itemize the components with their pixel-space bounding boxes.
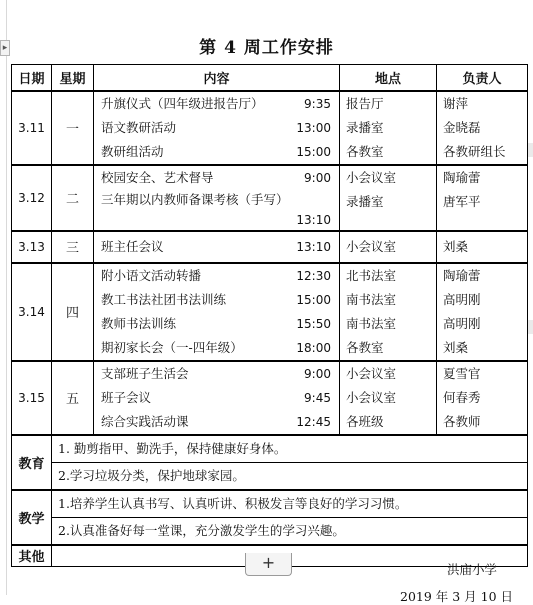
page-left-edge — [0, 0, 7, 595]
place-cell: 北书法室 南书法室 南书法室 各教室 — [340, 263, 437, 361]
add-sheet-button[interactable]: + — [245, 553, 292, 576]
place-cell: 报告厅 录播室 各教室 — [340, 91, 437, 165]
day-cell: 一 — [52, 91, 94, 165]
page-title: 第 4 周工作安排 — [199, 38, 334, 58]
table-row — [12, 91, 528, 165]
header-date: 日期 — [12, 65, 52, 91]
section-label: 教学 — [12, 490, 52, 545]
date-cell: 3.14 — [12, 263, 52, 361]
content-cell — [94, 231, 340, 263]
table-row — [12, 263, 528, 361]
day-cell: 四 — [52, 263, 94, 361]
day-cell: 三 — [52, 231, 94, 263]
day-cell: 二 — [52, 165, 94, 231]
date-cell: 3.15 — [12, 361, 52, 435]
section-label: 其他 — [12, 545, 52, 567]
activity-line: 附小语文活动转播 12:30 — [101, 267, 331, 283]
footer-school: 洪庙小学 — [447, 562, 498, 577]
notes-row-teaching — [12, 490, 528, 545]
place-cell: 小会议室 小会议室 各班级 — [340, 361, 437, 435]
content-cell — [94, 165, 340, 231]
activity-line: 语文教研活动 13:00 — [101, 119, 331, 135]
table-row — [12, 165, 528, 231]
note-line: 1. 勤剪指甲、勤洗手，保持健康好身体。 — [58, 440, 287, 456]
place-cell: 小会议室 录播室 — [340, 165, 437, 231]
activity-line: 班主任会议 13:10 — [101, 238, 331, 254]
content-cell — [94, 91, 340, 165]
activity-line: 班子会议 9:45 — [101, 389, 331, 405]
note-line: 1.培养学生认真书写、认真听讲、积极发言等良好的学习习惯。 — [58, 495, 408, 511]
note-line: 2.认真准备好每一堂课，充分激发学生的学习兴趣。 — [52, 517, 527, 544]
table-row — [12, 231, 528, 263]
note-line: 2.学习垃圾分类，保护地球家园。 — [52, 462, 527, 489]
header-content: 内容 — [94, 65, 340, 91]
header-day: 星期 — [52, 65, 94, 91]
schedule-table — [11, 64, 528, 567]
date-cell: 3.12 — [12, 165, 52, 231]
edge-expand-icon[interactable]: ▸ — [0, 40, 10, 56]
notes-cell — [52, 490, 528, 545]
table-row — [12, 361, 528, 435]
owner-cell: 陶瑜蕾 唐军平 — [437, 165, 528, 231]
section-label: 教育 — [12, 435, 52, 490]
owner-cell: 刘桑 — [437, 231, 528, 263]
activity-line: 期初家长会（一-四年级） 18:00 — [101, 339, 331, 355]
header-owner: 负责人 — [437, 65, 528, 91]
date-cell: 3.13 — [12, 231, 52, 263]
activity-line: 综合实践活动课 12:45 — [101, 413, 331, 429]
activity-line: 支部班子生活会 9:00 — [101, 365, 331, 381]
content-cell — [94, 361, 340, 435]
notes-cell — [52, 435, 528, 490]
activity-line: 教工书法社团书法训练 15:00 — [101, 291, 331, 307]
activity-line: 校园安全、艺术督导 9:00 — [101, 169, 331, 185]
activity-time: 13:10 — [296, 212, 331, 227]
place-cell: 小会议室 — [340, 231, 437, 263]
owner-cell: 谢萍 金晓磊 各教研组长 — [437, 91, 528, 165]
activity-line: 升旗仪式（四年级进报告厅） 9:35 — [101, 95, 331, 111]
owner-cell: 夏雪官 何春秀 各教师 — [437, 361, 528, 435]
notes-row-education — [12, 435, 528, 490]
owner-cell: 陶瑜蕾 高明刚 高明刚 刘桑 — [437, 263, 528, 361]
activity-line: 教研组活动 15:00 — [101, 143, 331, 159]
date-cell: 3.11 — [12, 91, 52, 165]
day-cell: 五 — [52, 361, 94, 435]
activity-line: 三年期以内教师备课考核（手写） — [101, 191, 289, 207]
activity-line: 教师书法训练 15:50 — [101, 315, 331, 331]
header-place: 地点 — [340, 65, 437, 91]
content-cell — [94, 263, 340, 361]
footer-date: 2019 年 3 月 10 日 — [400, 589, 514, 604]
